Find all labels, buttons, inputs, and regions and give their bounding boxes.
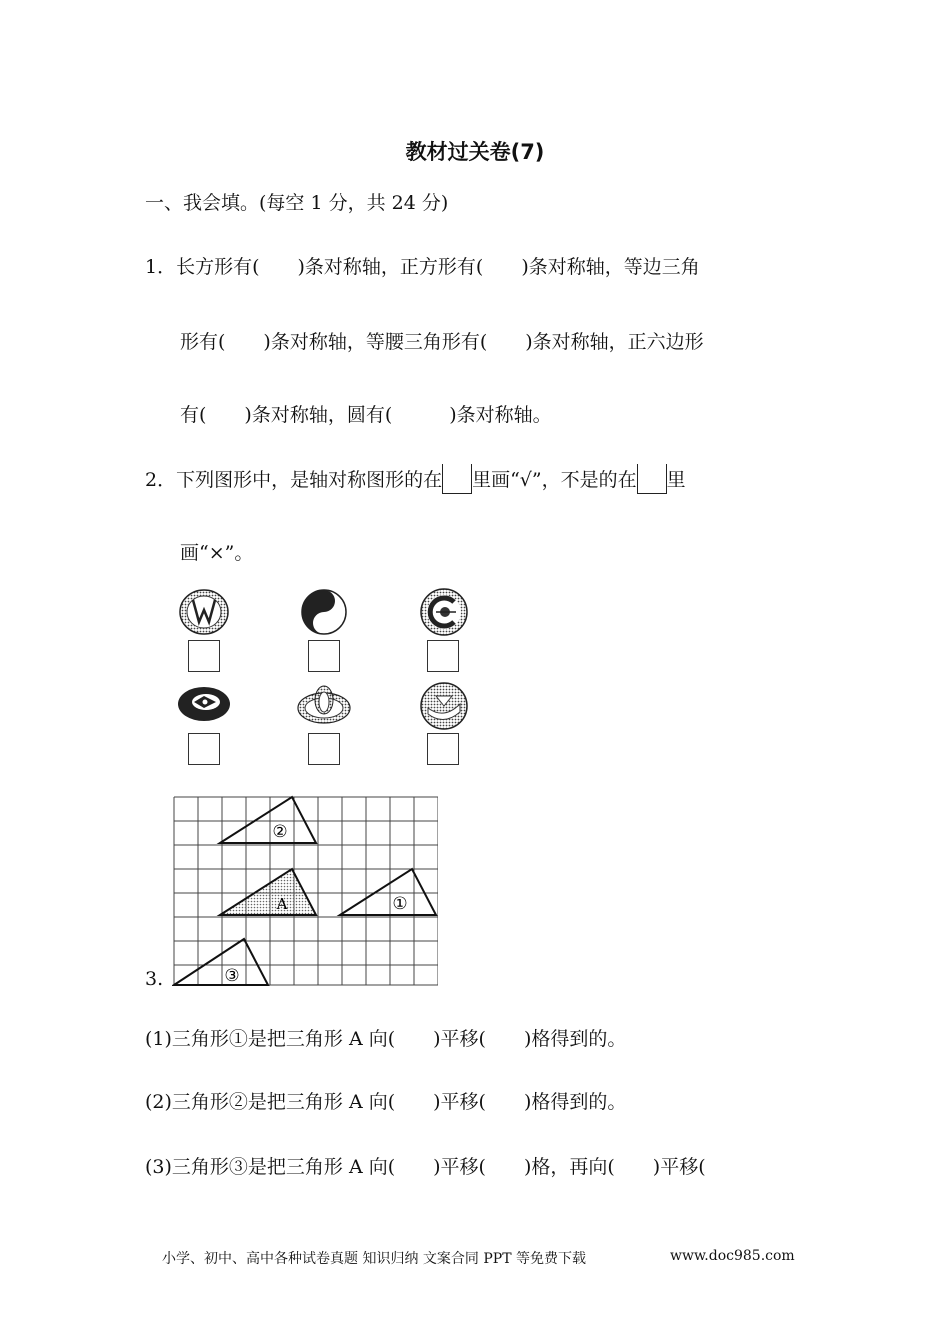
swirl-logo-icon <box>176 684 232 724</box>
triangle-1-label: ① <box>392 894 408 914</box>
q1-line1: 1．长方形有( )条对称轴，正方形有( )条对称轴，等边三角 <box>145 256 700 278</box>
answer-box-3[interactable] <box>427 640 459 672</box>
translation-grid <box>172 795 438 987</box>
q1-line2: 形有( )条对称轴，等腰三角形有( )条对称轴，正六边形 <box>180 331 704 353</box>
answer-box-6[interactable] <box>427 733 459 765</box>
q3-number: 3. <box>145 968 164 990</box>
toyota-logo-icon <box>296 682 352 726</box>
triangle-3 <box>174 939 268 985</box>
triangle-2 <box>220 797 316 843</box>
triangle-a <box>220 869 316 915</box>
yin-yang-logo-icon <box>298 588 350 636</box>
q3-sub3: (3)三角形③是把三角形 A 向( )平移( )格，再向( )平移( <box>145 1156 706 1178</box>
q1-line3: 有( )条对称轴，圆有( )条对称轴。 <box>180 404 552 426</box>
q2-text-part1: 2．下列图形中，是轴对称图形的在 <box>145 469 443 491</box>
inline-box-icon <box>637 464 667 494</box>
answer-box-1[interactable] <box>188 640 220 672</box>
q3-sub2: (2)三角形②是把三角形 A 向( )平移( )格得到的。 <box>145 1091 627 1113</box>
q3-sub1: (1)三角形①是把三角形 A 向( )平移( )格得到的。 <box>145 1028 627 1050</box>
q2-line2: 画“×”。 <box>180 542 254 564</box>
triangle-2-label: ② <box>272 822 288 842</box>
c-logo-icon <box>418 588 470 636</box>
section-heading: 一、我会填。(每空 1 分，共 24 分) <box>145 192 449 214</box>
q2-text-part3: 里 <box>666 469 686 491</box>
answer-box-4[interactable] <box>188 733 220 765</box>
answer-box-2[interactable] <box>308 640 340 672</box>
vw-logo-icon <box>178 588 230 636</box>
inline-box-icon <box>442 464 472 494</box>
page-title: 教材过关卷(7) <box>405 140 545 164</box>
q2-text-part2: 里画“√”，不是的在 <box>472 469 637 491</box>
answer-box-5[interactable] <box>308 733 340 765</box>
bank-logo-icon <box>418 682 470 730</box>
triangle-3-label: ③ <box>224 966 240 986</box>
triangle-1 <box>340 869 436 915</box>
footer-url[interactable]: www.doc985.com <box>670 1248 795 1264</box>
q2-line1 <box>145 464 686 494</box>
footer-text: 小学、初中、高中各种试卷真题 知识归纳 文案合同 PPT 等免费下载 <box>162 1251 586 1267</box>
triangle-a-label: A <box>276 895 288 913</box>
